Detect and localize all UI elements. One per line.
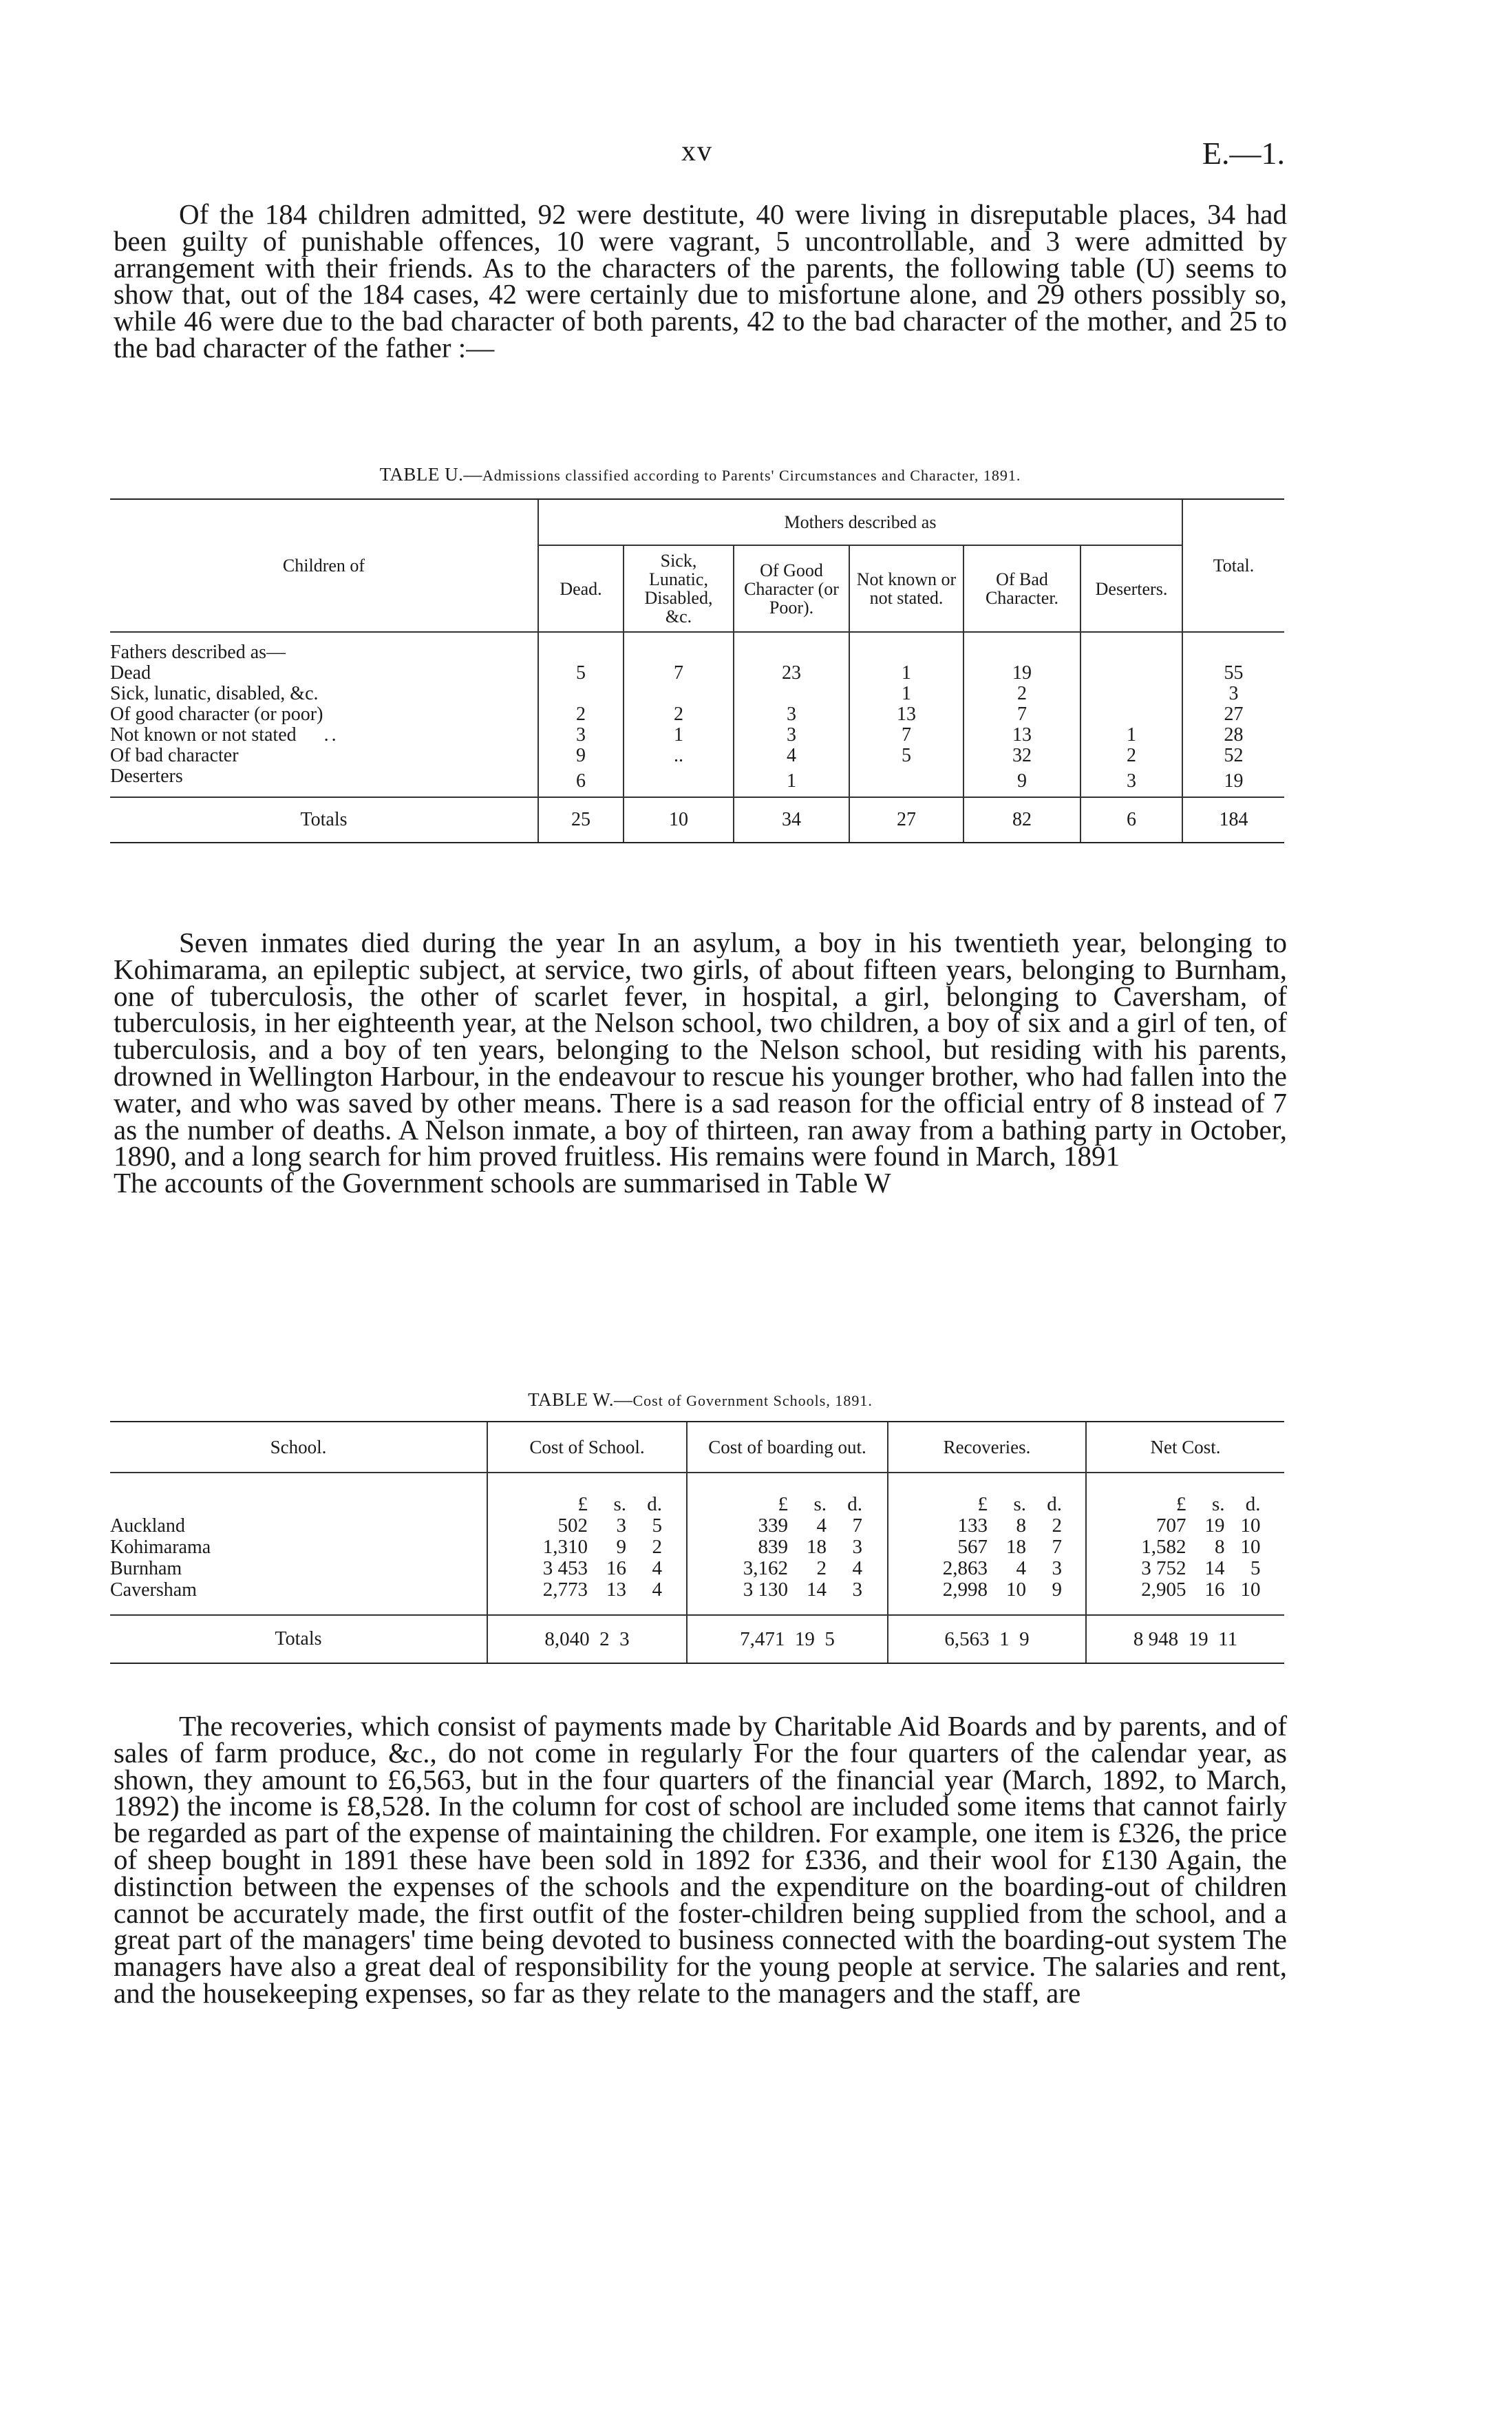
- table-cell: 3: [734, 725, 849, 746]
- school-name: Caversham: [110, 1579, 197, 1601]
- shillings: 16: [606, 1557, 626, 1579]
- shillings: 3: [616, 1515, 626, 1537]
- table-cell: 52: [1182, 746, 1284, 766]
- pence: 4: [652, 1579, 662, 1601]
- document-reference: E.—1.: [1202, 136, 1285, 171]
- pence: 5: [1250, 1557, 1261, 1579]
- net-cell: [1086, 1537, 1284, 1558]
- shillings: 10: [1006, 1579, 1026, 1601]
- recoveries-cell: [888, 1515, 1086, 1537]
- pounds: 1,582: [1141, 1536, 1186, 1558]
- table-cell: 2: [1080, 746, 1182, 766]
- row-label-text: Not known or not stated: [110, 724, 297, 746]
- row-label: Deserters: [110, 766, 183, 787]
- school-name: Burnham: [110, 1558, 182, 1579]
- pounds: 502: [557, 1515, 588, 1537]
- unit-pounds: £: [977, 1493, 988, 1515]
- table-cell: 1: [734, 766, 849, 797]
- table-cell: 3: [538, 725, 624, 746]
- table-cell: 28: [1182, 725, 1284, 746]
- table-u-caption: [114, 464, 1287, 485]
- running-header: [0, 135, 1512, 176]
- table-cell: 9: [963, 766, 1080, 797]
- table-u-col-header: Not known or not stated.: [849, 545, 963, 632]
- table-cell: [849, 766, 963, 797]
- table-cell: 1: [849, 684, 963, 704]
- table-totals-row: [110, 1615, 1284, 1663]
- net-cell: [1086, 1558, 1284, 1579]
- table-cell: 7: [963, 704, 1080, 725]
- pounds: 567: [957, 1536, 988, 1558]
- school-name: Auckland: [110, 1515, 185, 1537]
- table-cell: 1: [624, 725, 734, 746]
- boarding-cell: [687, 1515, 888, 1537]
- table-u: [110, 498, 1284, 843]
- pounds: 3,162: [743, 1557, 788, 1579]
- table-cell: 4: [734, 746, 849, 766]
- row-label: Of good character (or poor): [110, 704, 323, 725]
- table-cell: 2: [624, 704, 734, 725]
- unit-pence: d.: [847, 1493, 862, 1515]
- table-cell: 19: [963, 663, 1080, 684]
- totals-label: Totals: [110, 1615, 487, 1663]
- table-cell: 7: [849, 725, 963, 746]
- table-cell: 5: [538, 663, 624, 684]
- cost-cell: [487, 1558, 687, 1579]
- paragraph-deaths-text: Seven inmates died during the year In an asylum, a boy in his twentieth year, belonging to Kohimarama, an epileptic subject, at service, two girls, of about fifteen years, belonging to Burnham, one of tuberculosis, the other of scarlet fever, in hospital, a girl, belonging to Caversham, of tuberculosis, in her eighteenth year, at the Nelson school, two children, a boy of six and a girl of ten, of tuberculosis, and a boy of ten years, belonging to the Nelson school, but residing with his parents, drowned in Wellington Harbour, in the endeavour to rescue his younger brother, who had fallen into the water, and who was saved by other means. There is a sad reason for the official entry of 8 instead of 7 as the number of deaths. A Nelson inmate, a boy of thirteen, ran away from a bathing party in October, 1890, and a long search for him proved fruitless. His remains were found in March, 1891: [114, 927, 1287, 1172]
- table-row: [110, 684, 1284, 704]
- totals-label: Totals: [110, 797, 538, 842]
- pence: 3: [852, 1579, 862, 1601]
- pounds: 3 130: [743, 1579, 788, 1601]
- row-label: [110, 725, 538, 746]
- shillings: 2: [816, 1557, 827, 1579]
- table-row: [110, 1515, 1284, 1537]
- pounds: 133: [957, 1515, 988, 1537]
- pence: 2: [1052, 1515, 1062, 1537]
- paragraph-recoveries: The recoveries, which consist of payments made by Charitable Aid Boards and by parents, and of sales of farm produce, &c., do not come in regularly For the four quarters of the calendar year, as shown, they amount to £6,563, but in the four quarters of the financial year (March, 1892, to March, 1892) the income is £8,528. In the column for cost of school are included some items that cannot fairly be regarded as part of the expense of maintaining the children. For example, one item is £326, the price of sheep bought in 1891 these have been sold in 1892 for £336, and their wool for £130 Again, the distinction between the expenses of the schools and the expenditure on the boarding-out of children cannot be accurately made, the first outfit of the foster-children being supplied from the school, and a great part of the managers' time being devoted to business connected with the boarding-out system The managers have also a great deal of responsibility for the young people at service. The salaries and rent, and the housekeeping expenses, so far as they relate to the managers and the staff, are: [114, 1710, 1287, 2009]
- recoveries-cell: [888, 1558, 1086, 1579]
- net-cell: [1086, 1579, 1284, 1615]
- shillings: 9: [616, 1536, 626, 1558]
- pounds: 1,310: [542, 1536, 588, 1558]
- table-u-col-header: Dead.: [538, 545, 624, 632]
- pounds: 839: [758, 1536, 788, 1558]
- total-cell: 184: [1182, 797, 1284, 842]
- table-u-col-header: Of Good Character (or Poor).: [734, 545, 849, 632]
- table-w-header: School.: [110, 1422, 487, 1473]
- pence: 4: [652, 1557, 662, 1579]
- table-u-col-header: Deserters.: [1080, 545, 1182, 632]
- table-cell: 2: [963, 684, 1080, 704]
- unit-pence: d.: [1047, 1493, 1062, 1515]
- leader-dots: ..: [323, 724, 339, 746]
- table-cell: [538, 684, 624, 704]
- table-u-caption-text: Admissions classified according to Parents' Circumstances and Character, 1891.: [482, 467, 1021, 484]
- units-row: [487, 1473, 687, 1515]
- units-row: [1086, 1473, 1284, 1515]
- pence: 3: [852, 1536, 862, 1558]
- shillings: 19: [1204, 1515, 1225, 1537]
- pence: 3: [1052, 1557, 1062, 1579]
- cost-cell: [487, 1579, 687, 1615]
- table-row: [110, 1579, 1284, 1615]
- shillings: 16: [1204, 1579, 1225, 1601]
- table-row: [110, 725, 1284, 746]
- table-row: [110, 1558, 1284, 1579]
- net-cell: [1086, 1515, 1284, 1537]
- paragraph-admissions: Of the 184 children admitted, 92 were destitute, 40 were living in disreputable places, 34 had been guilty of punishable offences, 10 were vagrant, 5 uncontrollable, and 3 were admitted by arrangement with their friends. As to the characters of the parents, the following table (U) seems to show that, out of the 184 cases, 42 were certainly due to misfortune alone, and 29 others possibly so, while 46 were due to the bad character of both parents, 42 to the bad character of the mother, and 25 to the bad character of the father :—: [114, 198, 1287, 363]
- boarding-cell: [687, 1537, 888, 1558]
- unit-pounds: £: [577, 1493, 588, 1515]
- shillings: 18: [1006, 1536, 1026, 1558]
- pence: 7: [852, 1515, 862, 1537]
- table-cell: 5: [849, 746, 963, 766]
- unit-shillings: s.: [813, 1493, 827, 1515]
- table-u-caption-prefix: TABLE U.—: [379, 464, 482, 485]
- unit-pence: d.: [647, 1493, 662, 1515]
- pounds: 2,905: [1141, 1579, 1186, 1601]
- total-cell: 25: [538, 797, 624, 842]
- table-cell: 13: [963, 725, 1080, 746]
- shillings: 8: [1016, 1515, 1026, 1537]
- shillings: 4: [816, 1515, 827, 1537]
- table-w-header: Recoveries.: [888, 1422, 1086, 1473]
- pounds: 3 453: [542, 1557, 588, 1579]
- row-label: Of bad character: [110, 745, 239, 766]
- table-cell: [1080, 704, 1182, 725]
- table-cell: ..: [624, 746, 734, 766]
- table-cell: 55: [1182, 663, 1284, 684]
- total-cell: 34: [734, 797, 849, 842]
- table-w-caption-prefix: TABLE W.—: [528, 1389, 633, 1410]
- table-cell: [624, 766, 734, 797]
- school-name: Kohimarama: [110, 1537, 211, 1558]
- pence: 5: [652, 1515, 662, 1537]
- shillings: 8: [1215, 1536, 1225, 1558]
- table-cell: 2: [538, 704, 624, 725]
- pence: 2: [652, 1536, 662, 1558]
- table-cell: [1080, 663, 1182, 684]
- table-cell: 13: [849, 704, 963, 725]
- table-u-section-label: Fathers described as—: [110, 642, 286, 663]
- pounds: 3 752: [1141, 1557, 1186, 1579]
- table-cell: 19: [1182, 766, 1284, 797]
- table-cell: 9: [538, 746, 624, 766]
- shillings: 13: [606, 1579, 626, 1601]
- table-cell: [734, 684, 849, 704]
- unit-pence: d.: [1245, 1493, 1261, 1515]
- boarding-cell: [687, 1579, 888, 1615]
- unit-pounds: £: [1176, 1493, 1186, 1515]
- table-cell: 3: [734, 704, 849, 725]
- paragraph-accounts-text: The accounts of the Government schools are summarised in Table W: [114, 1167, 891, 1199]
- table-w-caption-text: Cost of Government Schools, 1891.: [632, 1392, 873, 1409]
- table-u-group-header: Mothers described as: [538, 500, 1182, 545]
- total-boarding: 7,471 19 5: [687, 1615, 888, 1663]
- total-recoveries: 6,563 1 9: [888, 1615, 1086, 1663]
- cost-cell: [487, 1515, 687, 1537]
- table-cell: 27: [1182, 704, 1284, 725]
- table-u-col-header: Of Bad Character.: [963, 545, 1080, 632]
- pounds: 2,773: [542, 1579, 588, 1601]
- row-label: Sick, lunatic, disabled, &c.: [110, 683, 319, 704]
- table-w: [110, 1421, 1284, 1664]
- pence: 10: [1240, 1579, 1261, 1601]
- unit-shillings: s.: [1211, 1493, 1225, 1515]
- table-w-header: Cost of boarding out.: [687, 1422, 888, 1473]
- pounds: 707: [1156, 1515, 1186, 1537]
- total-cell: 6: [1080, 797, 1182, 842]
- page-number: xv: [681, 136, 713, 167]
- table-row: [110, 663, 1284, 684]
- table-totals-row: [110, 797, 1284, 842]
- pence: 4: [852, 1557, 862, 1579]
- pence: 10: [1240, 1515, 1261, 1537]
- table-cell: 1: [849, 663, 963, 684]
- table-w-caption: [114, 1389, 1287, 1411]
- table-cell: [624, 684, 734, 704]
- table-w-header: Net Cost.: [1086, 1422, 1284, 1473]
- boarding-cell: [687, 1558, 888, 1579]
- table-row: [110, 704, 1284, 725]
- table-cell: [1080, 684, 1182, 704]
- unit-shillings: s.: [1013, 1493, 1026, 1515]
- table-row: [110, 1537, 1284, 1558]
- table-cell: 3: [1182, 684, 1284, 704]
- table-cell: 7: [624, 663, 734, 684]
- table-cell: 32: [963, 746, 1080, 766]
- pence: 7: [1052, 1536, 1062, 1558]
- cost-cell: [487, 1537, 687, 1558]
- pounds: 2,863: [942, 1557, 988, 1579]
- pence: 10: [1240, 1536, 1261, 1558]
- unit-shillings: s.: [613, 1493, 626, 1515]
- table-u-total-header: Total.: [1182, 500, 1284, 632]
- units-row: [687, 1473, 888, 1515]
- table-cell: 1: [1080, 725, 1182, 746]
- unit-pounds: £: [778, 1493, 788, 1515]
- paragraph-deaths: [114, 927, 1287, 1199]
- total-cell: 27: [849, 797, 963, 842]
- shillings: 4: [1016, 1557, 1026, 1579]
- shillings: 18: [807, 1536, 827, 1558]
- table-u-stub-header: Children of: [282, 556, 365, 576]
- total-cell: 10: [624, 797, 734, 842]
- pence: 9: [1052, 1579, 1062, 1601]
- total-net: 8 948 19 11: [1086, 1615, 1284, 1663]
- pounds: 2,998: [942, 1579, 988, 1601]
- table-cell: 6: [538, 766, 624, 797]
- row-label: Dead: [110, 662, 151, 684]
- table-u-col-header: Sick, Lunatic, Disabled, &c.: [624, 545, 734, 632]
- shillings: 14: [1204, 1557, 1225, 1579]
- table-row: [110, 746, 1284, 766]
- pounds: 339: [758, 1515, 788, 1537]
- total-cost: 8,040 2 3: [487, 1615, 687, 1663]
- recoveries-cell: [888, 1579, 1086, 1615]
- table-row: [110, 766, 1284, 797]
- shillings: 14: [807, 1579, 827, 1601]
- table-cell: 3: [1080, 766, 1182, 797]
- total-cell: 82: [963, 797, 1080, 842]
- table-w-header: Cost of School.: [487, 1422, 687, 1473]
- recoveries-cell: [888, 1537, 1086, 1558]
- table-cell: 23: [734, 663, 849, 684]
- units-row: [888, 1473, 1086, 1515]
